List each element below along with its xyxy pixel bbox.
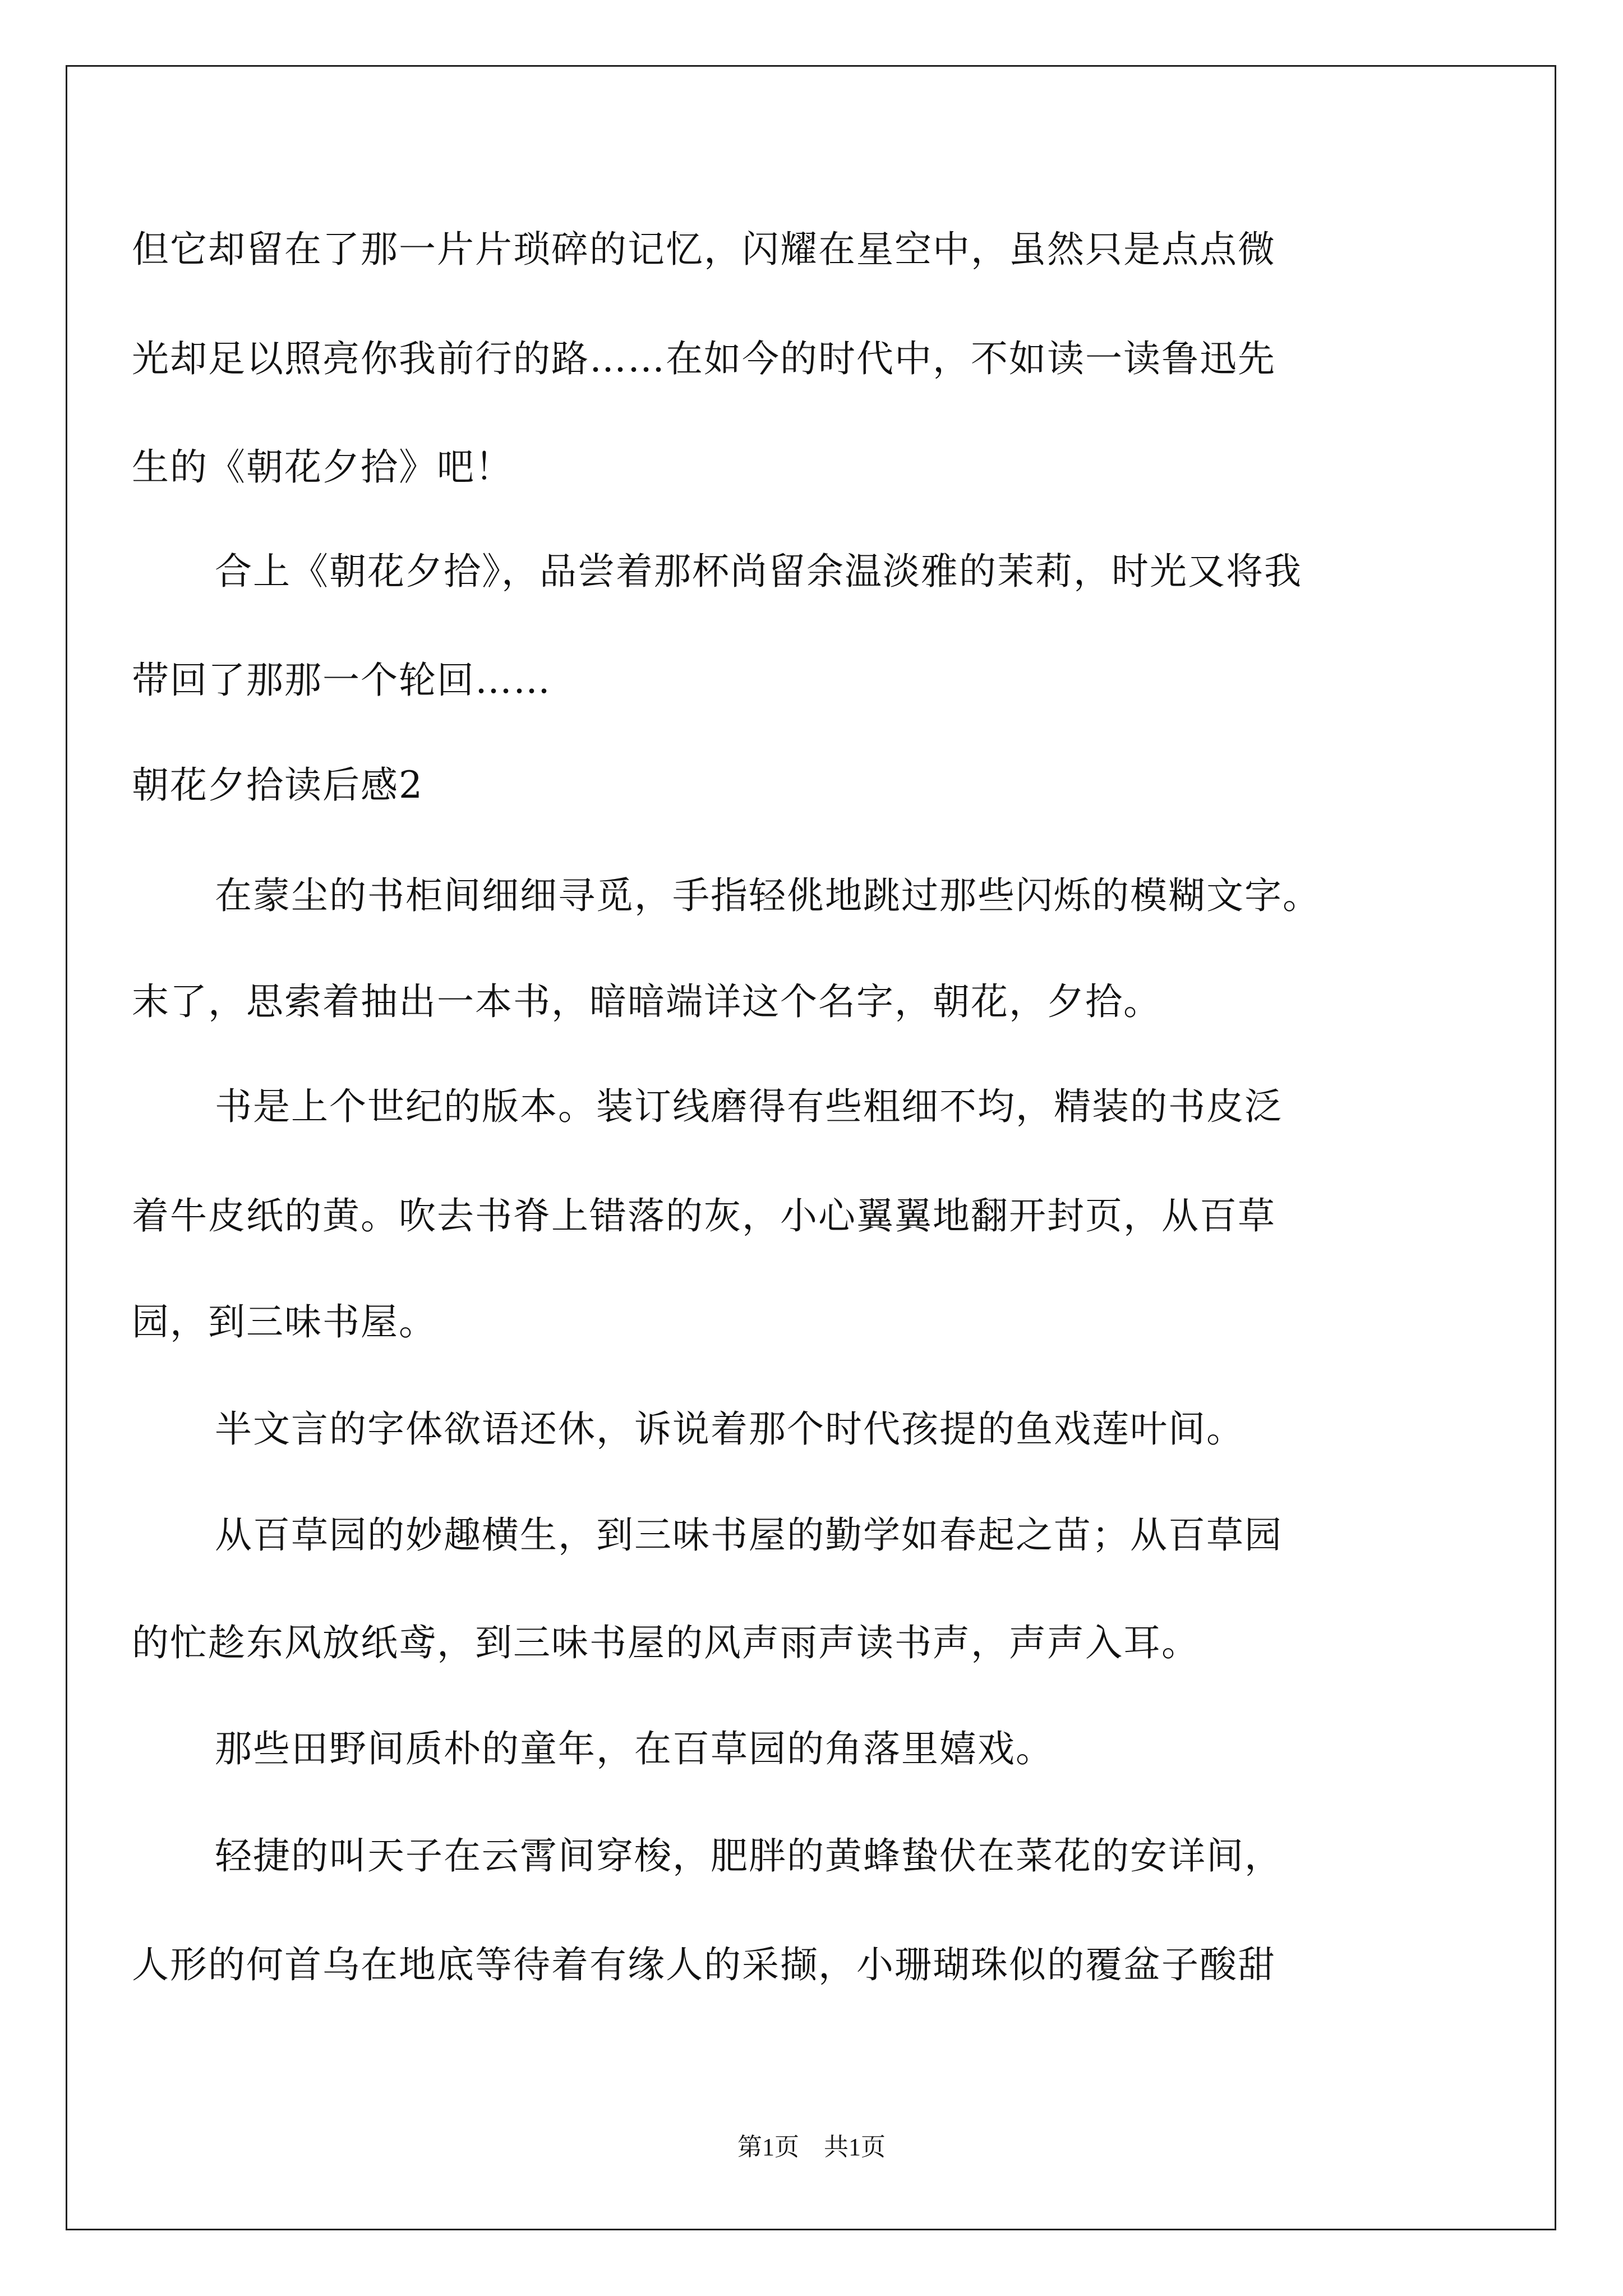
text-line: 书是上个世纪的版本。装订线磨得有些粗细不均，精装的书皮泛 (215, 1085, 1283, 1128)
section-heading: 朝花夕拾读后感2 (132, 763, 423, 807)
text-line: 带回了那那一个轮回…… (132, 659, 551, 702)
text-line: 合上《朝花夕拾》，品尝着那杯尚留余温淡雅的茉莉，时光又将我 (215, 550, 1302, 593)
text-line: 人形的何首乌在地底等待着有缘人的采撷，小珊瑚珠似的覆盆子酸甜 (132, 1943, 1276, 1986)
text-line: 但它却留在了那一片片琐碎的记忆，闪耀在星空中，虽然只是点点微 (132, 228, 1276, 271)
text-line: 着牛皮纸的黄。吹去书脊上错落的灰，小心翼翼地翻开封页，从百草 (132, 1194, 1276, 1237)
text-line: 从百草园的妙趣横生，到三味书屋的勤学如春起之苗；从百草园 (215, 1513, 1283, 1557)
text-line: 末了，思索着抽出一本书，暗暗端详这个名字，朝花，夕拾。 (132, 980, 1161, 1023)
text-line: 光却足以照亮你我前行的路……在如今的时代中，不如读一读鲁迅先 (132, 337, 1276, 380)
text-line: 园，到三味书屋。 (132, 1300, 437, 1343)
text-line: 在蒙尘的书柜间细细寻觅，手指轻佻地跳过那些闪烁的模糊文字。 (215, 874, 1321, 917)
text-line: 半文言的字体欲语还休，诉说着那个时代孩提的鱼戏莲叶间。 (215, 1407, 1244, 1451)
page-border (66, 65, 1556, 2230)
text-line: 生的《朝花夕拾》吧！ (132, 445, 513, 489)
text-line: 那些田野间质朴的童年，在百草园的角落里嬉戏。 (215, 1727, 1054, 1770)
text-line: 的忙趁东风放纸鸢，到三味书屋的风声雨声读书声，声声入耳。 (132, 1621, 1200, 1664)
page-footer: 第1页 共1页 (737, 2133, 886, 2161)
text-line: 轻捷的叫天子在云霄间穿梭，肥胖的黄蜂蛰伏在菜花的安详间， (215, 1834, 1283, 1878)
